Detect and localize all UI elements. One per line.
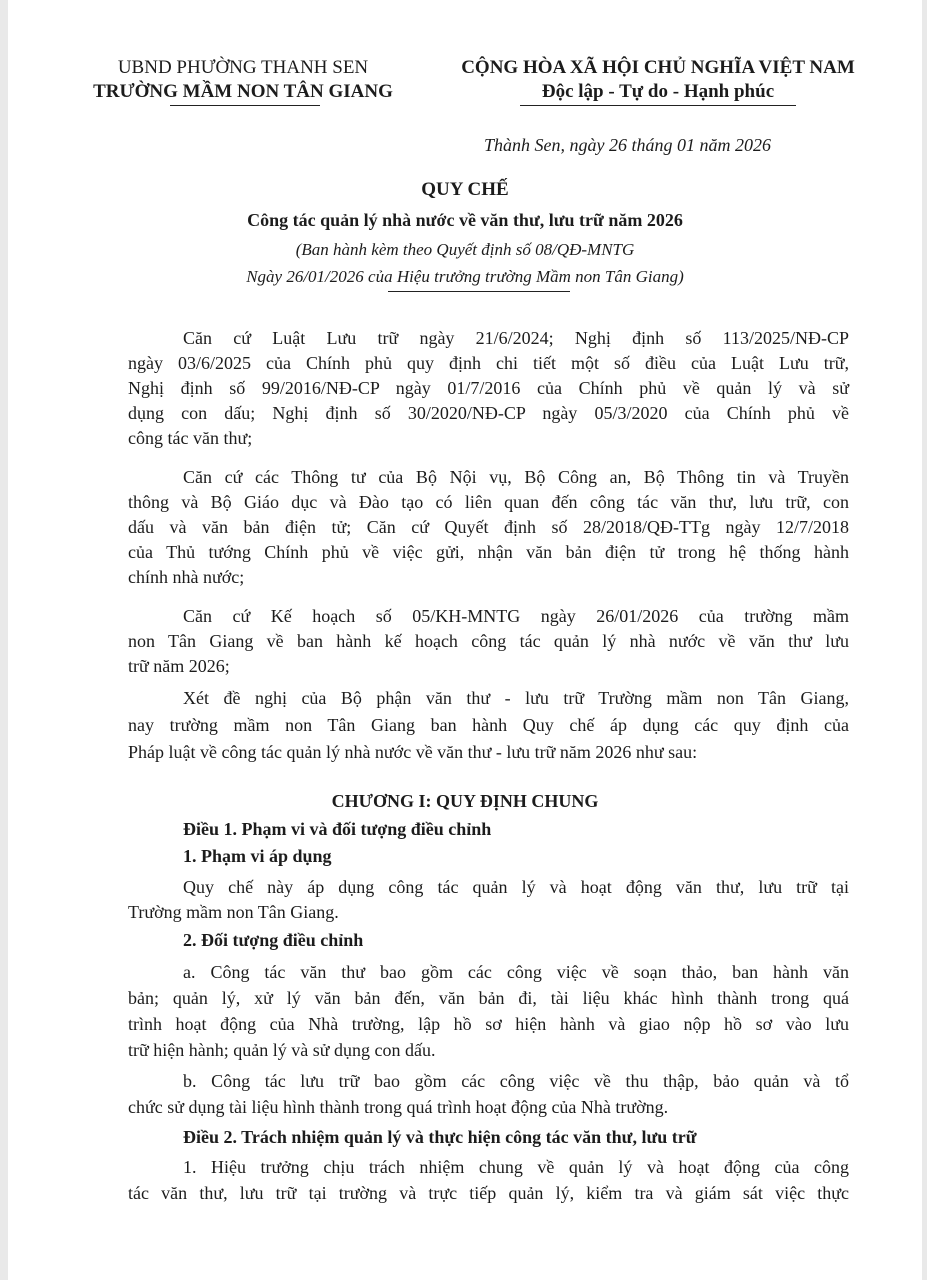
text-line: nay trường mầm non Tân Giang ban hành Quy chế áp dụng các quy định của xyxy=(128,715,849,735)
header-left-line2: TRƯỜNG MẦM NON TÂN GIANG xyxy=(93,81,393,102)
title-note1: (Ban hành kèm theo Quyết định số 08/QĐ-MNTG xyxy=(295,240,635,259)
text-line: chức sử dụng tài liệu hình thành trong quá trình hoạt động của Nhà trường. xyxy=(128,1097,669,1117)
article-1-heading: Điều 1. Phạm vi và đối tượng điều chỉnh xyxy=(183,819,492,839)
text-line: Pháp luật về công tác quản lý nhà nước về văn thư - lưu trữ năm 2026 như sau: xyxy=(128,742,698,762)
title-underline xyxy=(388,291,570,292)
text-line: Trường mầm non Tân Giang. xyxy=(128,902,339,922)
text-line: trữ năm 2026; xyxy=(128,656,230,676)
text-line: Quy chế này áp dụng công tác quản lý và hoạt động văn thư, lưu trữ tại xyxy=(183,877,849,897)
text-line: của Thủ tướng Chính phủ về việc gửi, nhận văn bản điện tử trong hệ thống hành xyxy=(128,542,849,562)
chapter-heading: CHƯƠNG I: QUY ĐỊNH CHUNG xyxy=(331,791,599,811)
text-line: trữ hiện hành; quản lý và sử dụng con dấu. xyxy=(128,1040,436,1060)
text-line: Căn cứ Luật Lưu trữ ngày 21/6/2024; Nghị định số 113/2025/NĐ-CP xyxy=(183,328,849,348)
header-right-line1: CỘNG HÒA XÃ HỘI CHỦ NGHĨA VIỆT NAM xyxy=(461,57,855,78)
text-line: b. Công tác lưu trữ bao gồm các công việc về thu thập, bảo quản và tổ xyxy=(183,1071,849,1091)
document-page xyxy=(8,0,922,1280)
text-line: Căn cứ các Thông tư của Bộ Nội vụ, Bộ Công an, Bộ Thông tin và Truyền xyxy=(183,467,849,487)
title-main: QUY CHẾ xyxy=(421,179,509,200)
text-line: 1. Hiệu trưởng chịu trách nhiệm chung về quản lý và hoạt động của công xyxy=(183,1157,849,1177)
text-line: ngày 03/6/2025 của Chính phủ quy định chi tiết một số điều của Luật Lưu trữ, xyxy=(128,353,849,373)
header-left-line1: UBND PHƯỜNG THANH SEN xyxy=(117,57,369,78)
text-line: trình hoạt động của Nhà trường, lập hồ sơ hiện hành và giao nộp hồ sơ vào lưu xyxy=(128,1014,849,1034)
text-line: chính nhà nước; xyxy=(128,567,245,587)
text-line: Căn cứ Kế hoạch số 05/KH-MNTG ngày 26/01/2026 của trường mầm xyxy=(183,606,849,626)
text-line: thông và Bộ Giáo dục và Đào tạo có liên quan đến công tác văn thư, lưu trữ, con xyxy=(128,492,849,512)
text-line: Xét đề nghị của Bộ phận văn thư - lưu trữ Trường mầm non Tân Giang, xyxy=(183,688,849,708)
date-line: Thành Sen, ngày 26 tháng 01 năm 2026 xyxy=(484,135,771,155)
article-2-heading: Điều 2. Trách nhiệm quản lý và thực hiện công tác văn thư, lưu trữ xyxy=(183,1127,697,1147)
text-line: công tác văn thư; xyxy=(128,428,253,448)
section-2-heading: 2. Đối tượng điều chỉnh xyxy=(183,930,364,950)
title-note2: Ngày 26/01/2026 của Hiệu trưởng trường Mầm non Tân Giang) xyxy=(246,267,684,286)
header-right-underline xyxy=(520,105,796,106)
text-line: dấu và văn bản điện tử; Căn cứ Quyết định số 28/2018/QĐ-TTg ngày 12/7/2018 xyxy=(128,517,849,537)
section-1-heading: 1. Phạm vi áp dụng xyxy=(183,846,332,866)
text-line: tác văn thư, lưu trữ tại trường và trực tiếp quản lý, kiểm tra và giám sát việc thực xyxy=(128,1183,849,1203)
header-left-underline xyxy=(170,105,320,106)
text-line: a. Công tác văn thư bao gồm các công việc về soạn thảo, ban hành văn xyxy=(183,962,849,982)
text-line: non Tân Giang về ban hành kế hoạch công tác quản lý nhà nước về văn thư lưu xyxy=(128,631,849,651)
title-sub: Công tác quản lý nhà nước về văn thư, lưu trữ năm 2026 xyxy=(247,210,683,230)
text-line: bản; quản lý, xử lý văn bản đến, văn bản đi, tài liệu khác hình thành trong quá xyxy=(128,988,849,1008)
header-right-line2: Độc lập - Tự do - Hạnh phúc xyxy=(541,81,775,102)
text-line: Nghị định số 99/2016/NĐ-CP ngày 01/7/2016 của Chính phủ về quản lý và sử xyxy=(128,378,849,398)
text-line: dụng con dấu; Nghị định số 30/2020/NĐ-CP ngày 05/3/2020 của Chính phủ về xyxy=(128,403,849,423)
